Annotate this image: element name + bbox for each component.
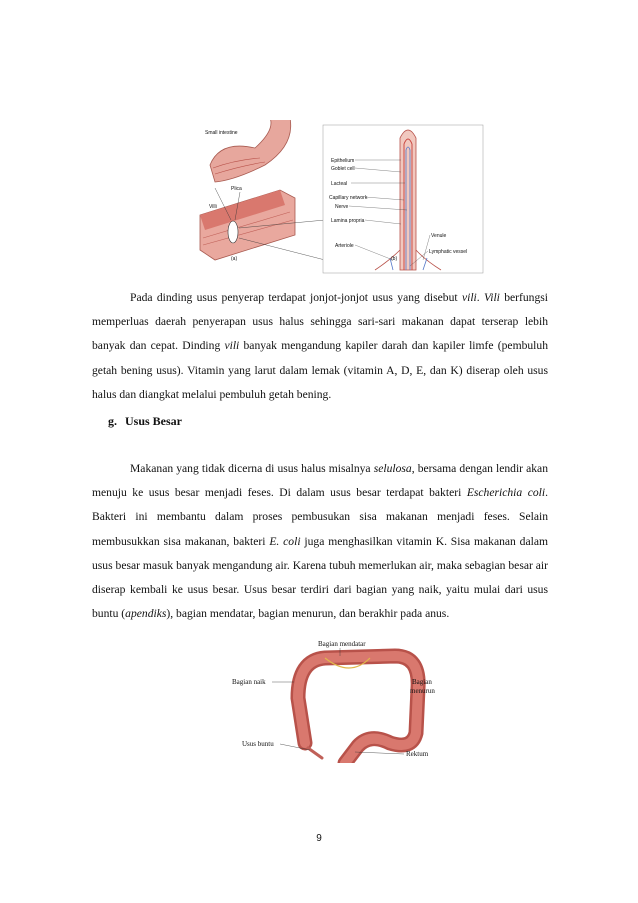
large-intestine-figure (230, 638, 460, 763)
label-usus-buntu: Usus buntu (242, 740, 274, 748)
label-small-intestine: Small intestine (205, 130, 238, 136)
label-bagian-menurun-line1: Bagian (412, 678, 432, 686)
label-villi: Villi (209, 204, 217, 210)
label-venule: Venule (431, 233, 447, 239)
label-bagian-mendatar: Bagian mendatar (318, 640, 366, 648)
label-lymphatic-vessel: Lymphatic vessel (429, 249, 468, 255)
label-lamina-propria: Lamina propria (331, 218, 365, 224)
paragraph-villi: Pada dinding usus penyerap terdapat jonjot-jonjot usus yang disebut vili. Vili berfungsi memperluas daerah penyerapan usus halus sehingga sari-sari makanan dapat terserap lebih banyak dan cepat. Dinding vili banyak mengandung kapiler darah dan kapiler limfe (pembuluh getah bening usus). Vitamin yang larut dalam lemak (vitamin A, D, E, dan K) diserap oleh usus halus dan diangkat melalui pembuluh getah bening. (92, 291, 549, 401)
label-arteriole: Arteriole (335, 243, 354, 249)
label-panel-a: (a) (231, 256, 238, 262)
section-heading-usus-besar: g. Usus Besar (108, 414, 183, 428)
label-panel-b: (b) (391, 256, 398, 262)
appendix-shape (308, 748, 322, 758)
label-goblet-cell: Goblet cell (331, 166, 355, 172)
label-capillary-network: Capillary network (329, 195, 368, 201)
label-plica: Plica (231, 186, 242, 192)
paragraph-usus-besar: Makanan yang tidak dicerna di usus halus misalnya selulosa, bersama dengan lendir akan menuju ke usus besar menjadi feses. Di dalam usus besar terdapat bakteri Escherichia coli. Bakteri ini membantu dalam proses pembusukan sisa makanan menjadi feses. Selain membusukkan sisa makanan, bakteri E. coli juga menghasilkan vitamin K. Sisa makanan dalam usus besar masuk banyak mengandung air. Karena tubuh memerlukan air, maka sebagian besar air diserap kembali ke usus besar. Usus besar terdiri dari bagian yang naik, yaitu mulai dari usus buntu (apendiks), bagian mendatar, bagian menurun, dan berakhir pada anus. (92, 462, 549, 621)
small-intestine-figure (195, 120, 485, 275)
label-bagian-menurun-line2: menurun (410, 687, 435, 695)
label-nerve: Nerve (335, 204, 349, 210)
label-rektum: Rektum (406, 750, 429, 758)
label-lacteal: Lacteal (331, 181, 348, 187)
label-epithelium: Epithelium (331, 158, 355, 164)
page-number: 9 (316, 833, 322, 844)
label-bagian-naik: Bagian naik (232, 678, 266, 686)
